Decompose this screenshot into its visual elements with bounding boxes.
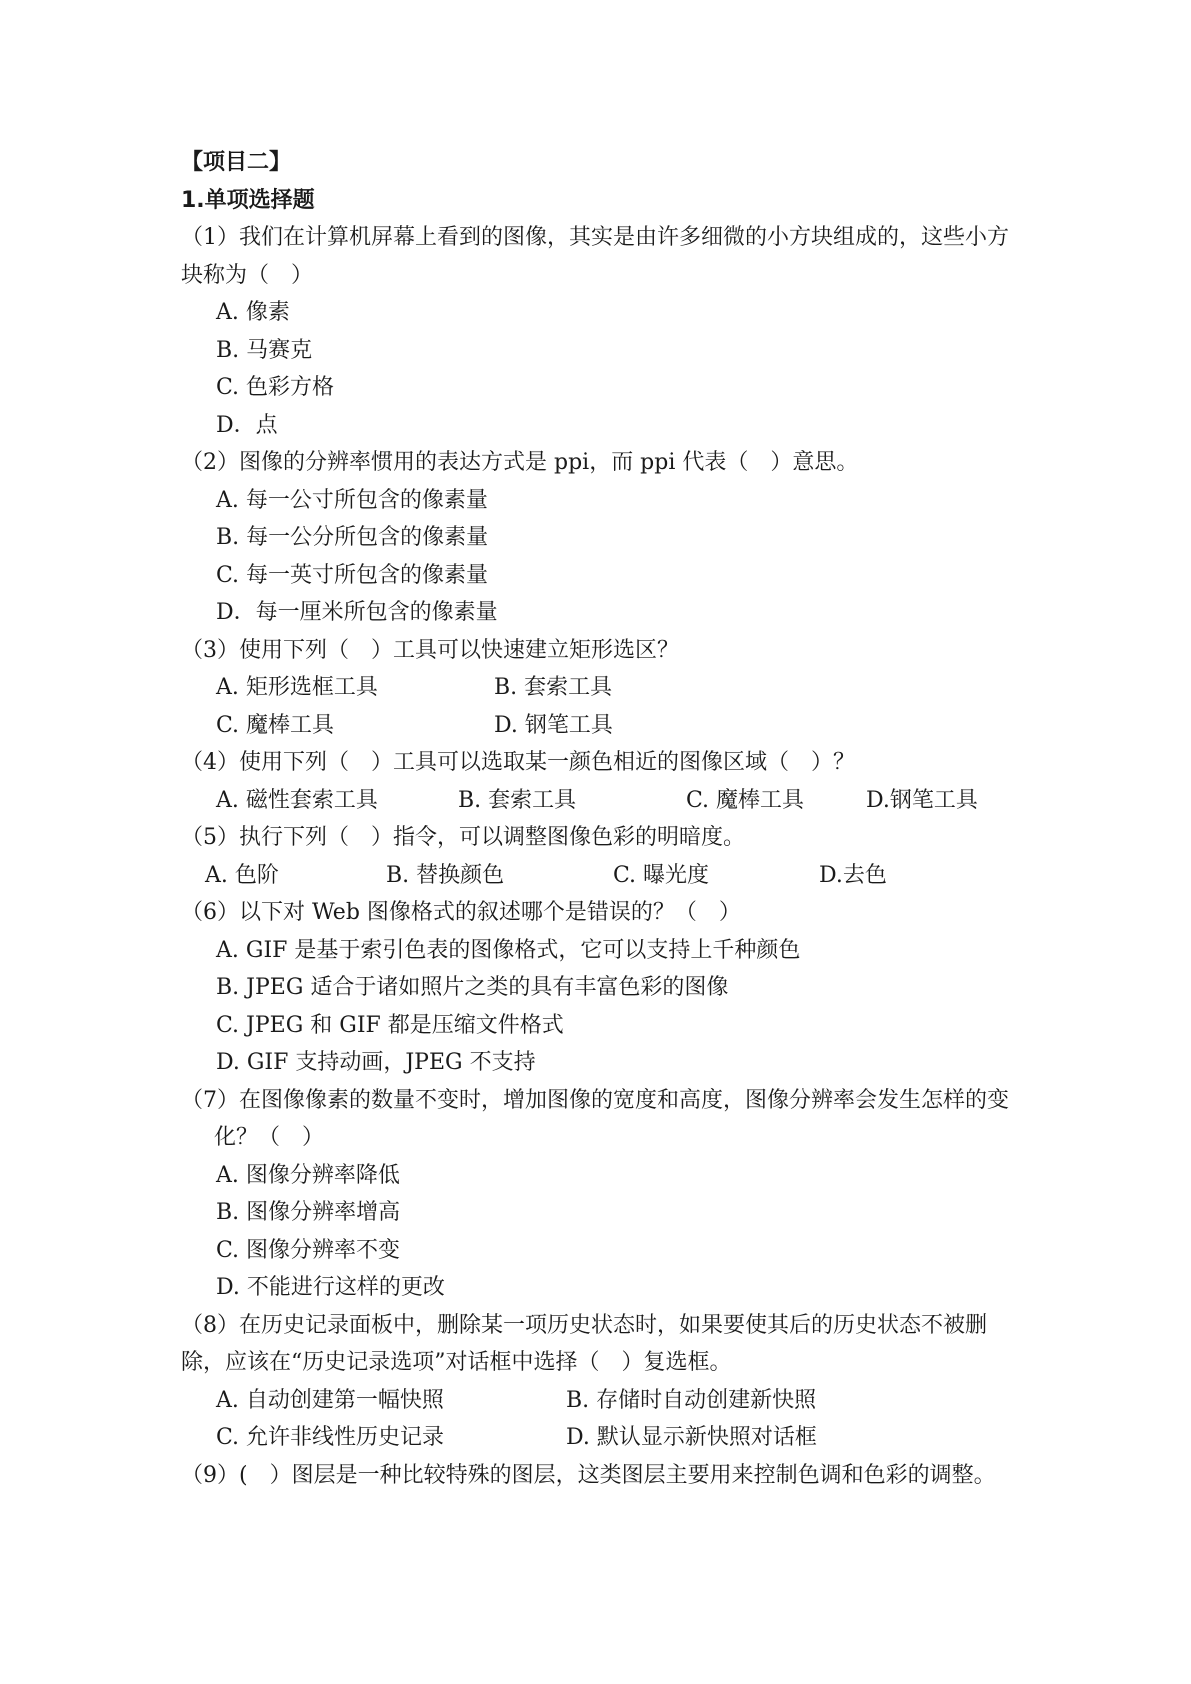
question-8-options-row-2 xyxy=(181,1419,1021,1457)
question-3-options-row-2 xyxy=(181,707,1021,745)
question-2-option-c: C. 每一英寸所包含的像素量 xyxy=(216,562,489,588)
question-1-option-b: B. 马赛克 xyxy=(216,337,313,363)
question-3-options-row-1 xyxy=(181,669,1021,707)
question-7-option-c: C. 图像分辨率不变 xyxy=(216,1237,401,1263)
question-6: （6）以下对 Web 图像格式的叙述哪个是错误的？（ ） xyxy=(181,900,741,925)
question-2-option-a: A. 每一公寸所包含的像素量 xyxy=(216,487,488,513)
question-5-options-row xyxy=(181,857,1021,895)
question-3-option-c: C. 魔棒工具 xyxy=(216,712,335,738)
question-1: （1）我们在计算机屏幕上看到的图像，其实是由许多细微的小方块组成的，这些小方块称为（ ） xyxy=(181,225,1009,288)
question-8-option-c: C. 允许非线性历史记录 xyxy=(216,1425,445,1450)
question-8-option-b: B. 存储时自动创建新快照 xyxy=(566,1387,817,1413)
question-6-option-c: C. JPEG 和 GIF 都是压缩文件格式 xyxy=(216,1012,564,1038)
question-9: （9）( ）图层是一种比较特殊的图层，这类图层主要用来控制色调和色彩的调整。 xyxy=(181,1462,996,1488)
question-5-option-b: B. 替换颜色 xyxy=(386,862,505,888)
question-4-options-row xyxy=(181,782,1021,820)
question-6-option-d: D. GIF 支持动画，JPEG 不支持 xyxy=(216,1050,536,1075)
question-5-option-c: C. 曝光度 xyxy=(613,862,710,888)
question-3: （3）使用下列（ ）工具可以快速建立矩形选区？ xyxy=(181,637,679,663)
question-8-option-a: A. 自动创建第一幅快照 xyxy=(216,1387,444,1413)
question-2-option-b: B. 每一公分所包含的像素量 xyxy=(216,525,489,550)
question-1-option-c: C. 色彩方格 xyxy=(216,375,335,400)
question-3-option-a: A. 矩形选框工具 xyxy=(216,675,378,700)
question-6-option-a: A. GIF 是基于索引色表的图像格式，它可以支持上千种颜色 xyxy=(216,937,801,963)
question-4-option-b: B. 套索工具 xyxy=(458,787,577,813)
section-title: 【项目二】 xyxy=(181,150,292,175)
question-4: （4）使用下列（ ）工具可以选取某一颜色相近的图像区域（ ）？ xyxy=(181,750,855,775)
question-2-option-d: D．每一厘米所包含的像素量 xyxy=(216,600,498,625)
question-5: （5）执行下列（ ）指令，可以调整图像色彩的明暗度。 xyxy=(181,825,745,850)
question-1-option-d: D．点 xyxy=(216,412,278,438)
question-5-option-a: A. 色阶 xyxy=(205,862,279,888)
question-3-option-b: B. 套索工具 xyxy=(494,675,613,700)
subsection-title: 1.单项选择题 xyxy=(181,187,315,213)
question-2: （2）图像的分辨率惯用的表达方式是 ppi，而 ppi 代表（ ）意思。 xyxy=(181,450,859,475)
question-4-option-c: C. 魔棒工具 xyxy=(686,787,805,813)
question-8-option-d: D. 默认显示新快照对话框 xyxy=(566,1425,817,1450)
question-7-option-b: B. 图像分辨率增高 xyxy=(216,1200,401,1225)
question-5-option-d: D.去色 xyxy=(819,862,887,888)
question-7-option-a: A. 图像分辨率降低 xyxy=(216,1162,400,1188)
question-7: （7）在图像像素的数量不变时，增加图像的宽度和高度，图像分辨率会发生怎样的变化？（ ） xyxy=(181,1087,1009,1150)
question-6-option-b: B. JPEG 适合于诸如照片之类的具有丰富色彩的图像 xyxy=(216,975,729,1000)
question-4-option-a: A. 磁性套索工具 xyxy=(216,787,378,813)
question-7-option-d: D. 不能进行这样的更改 xyxy=(216,1275,445,1300)
question-4-option-d: D.钢笔工具 xyxy=(866,787,978,813)
question-8: （8）在历史记录面板中，删除某一项历史状态时，如果要使其后的历史状态不被删除，应该在“历史记录选项”对话框中选择（ ）复选框。 xyxy=(181,1312,987,1375)
question-1-option-a: A. 像素 xyxy=(216,300,290,325)
document-content xyxy=(181,144,1021,1494)
question-3-option-d: D. 钢笔工具 xyxy=(494,712,613,738)
question-8-options-row-1 xyxy=(181,1382,1021,1420)
